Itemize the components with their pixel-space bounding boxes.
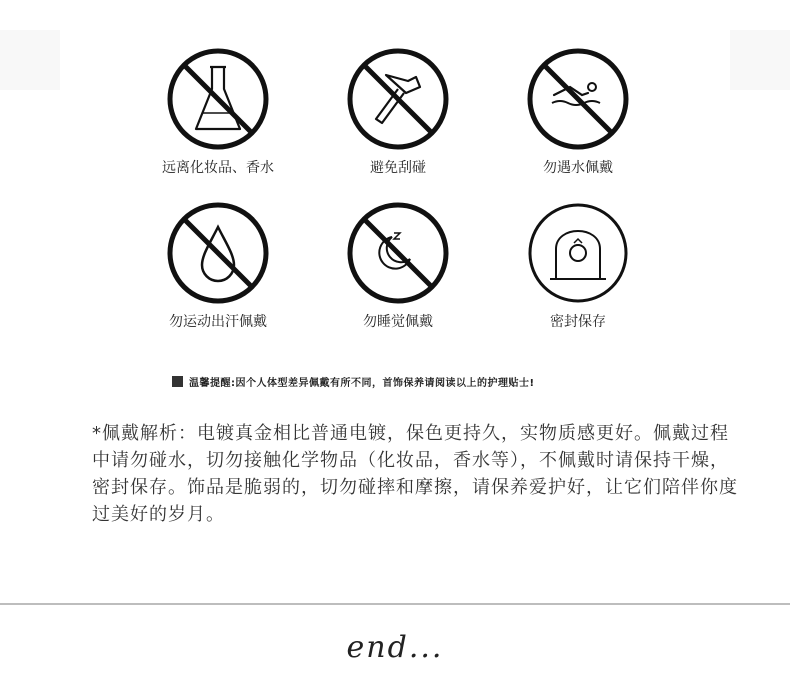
care-label: 勿运动出汗佩戴: [169, 314, 267, 330]
care-item-sweat: [128, 201, 308, 331]
care-label: 避免刮碰: [370, 160, 426, 176]
care-item-sealed: [488, 201, 668, 331]
moon-sleep-icon: [346, 201, 450, 305]
flask-icon: [166, 47, 270, 151]
care-label: 勿睡觉佩戴: [363, 314, 433, 330]
care-item-cosmetics: [128, 47, 308, 177]
care-tip-text: 温馨提醒:因个人体型差异佩戴有所不同，首饰保养请阅读以上的护理贴士!: [189, 377, 535, 389]
care-label: 远离化妆品、香水: [162, 160, 274, 176]
drop-icon: [166, 201, 270, 305]
care-label: 密封保存: [550, 314, 606, 330]
ring-box-icon: [526, 201, 630, 305]
swimmer-icon: [526, 47, 630, 151]
hammer-icon: [346, 47, 450, 151]
square-bullet-icon: [172, 376, 183, 387]
divider: [0, 603, 790, 605]
care-icons-grid: [0, 0, 790, 340]
wearing-note: *佩戴解析：电镀真金相比普通电镀，保色更持久，实物质感更好。佩戴过程中请勿碰水，切勿接触化学物品（化妆品，香水等），不佩戴时请保持干燥，密封保存。饰品是脆弱的，切勿碰摔和摩擦，请保养爱护好，让它们陪伴你度过美好的岁月。: [92, 423, 738, 525]
care-label: 勿遇水佩戴: [543, 160, 613, 176]
care-item-scratch: [308, 47, 488, 177]
care-item-sleep: [308, 201, 488, 331]
end-script: end...: [346, 630, 444, 665]
care-item-water: [488, 47, 668, 177]
care-tip: [172, 373, 535, 389]
